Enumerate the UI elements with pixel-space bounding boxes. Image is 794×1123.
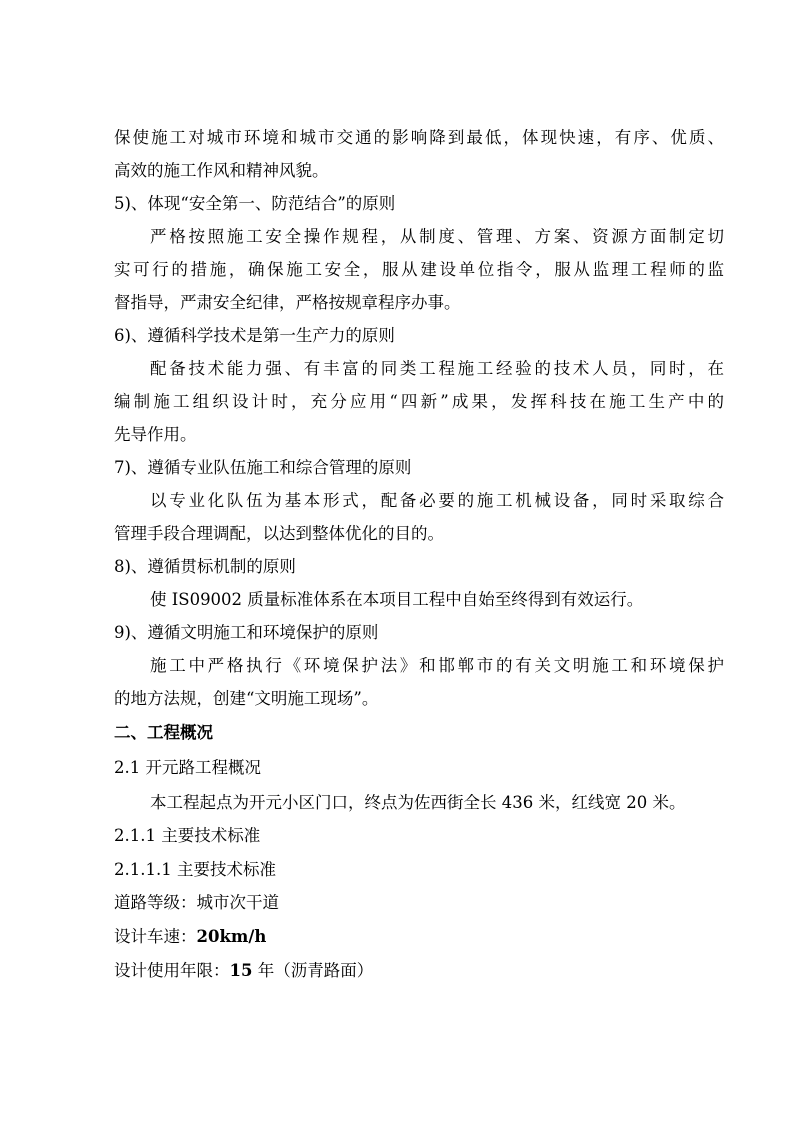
subsection-heading: 2.1 开元路工程概况 [114,758,261,777]
design-life-value: 15 [229,961,253,980]
paragraph-line: 施工中严格执行《环境保护法》和邯郸市的有关文明施工和环境保护 [150,656,724,675]
design-speed-value: 20km/h [196,927,267,946]
paragraph-line: 保使施工对城市环境和城市交通的影响降到最低，体现快速，有序、优质、 [114,128,724,147]
section-heading: 二、工程概况 [114,723,213,742]
paragraph-line: 编制施工组织设计时，充分应用“四新”成果，发挥科技在施工生产中的 [114,392,724,411]
design-life-label: 设计使用年限： [114,961,230,980]
paragraph-line: 使 IS09002 质量标准体系在本项目工程中自始至终得到有效运行。 [150,590,644,609]
paragraph-line: 高效的施工作风和精神风貌。 [114,161,329,180]
paragraph-line: 督指导，严肃安全纪律，严格按规章程序办事。 [114,293,461,312]
design-life-line [114,954,724,987]
paragraph-line: 本工程起点为开元小区门口，终点为佐西街全长 436 米，红线宽 20 米。 [150,793,686,812]
paragraph-line: 严格按照施工安全操作规程，从制度、管理、方案、资源方面制定切 [150,227,724,246]
paragraph-line: 配备技术能力强、有丰富的同类工程施工经验的技术人员，同时，在 [150,359,724,378]
paragraph-line: 管理手段合理调配，以达到整体优化的目的。 [114,524,444,543]
paragraph-line: 以专业化队伍为基本形式，配备必要的施工机械设备，同时采取综合 [150,491,724,510]
principle-heading-8: 8)、遵循贯标机制的原则 [114,557,296,576]
principle-heading-5: 5)、体现“安全第一、防范结合”的原则 [114,194,396,213]
design-speed-label: 设计车速： [114,927,197,946]
principle-heading-7: 7)、遵循专业队伍施工和综合管理的原则 [114,458,412,477]
road-grade-line: 道路等级：城市次干道 [114,893,279,912]
design-speed-line [114,920,724,953]
paragraph-line: 的地方法规，创建“文明施工现场”。 [114,689,379,708]
principle-heading-9: 9)、遵循文明施工和环境保护的原则 [114,623,379,642]
paragraph-line: 实可行的措施，确保施工安全，服从建设单位指令，服从监理工程师的监 [114,260,724,279]
design-life-unit: 年（沥青路面） [252,961,374,980]
subsection-heading: 2.1.1 主要技术标准 [114,826,261,845]
subsection-heading: 2.1.1.1 主要技术标准 [114,860,276,879]
principle-heading-6: 6)、遵循科学技术是第一生产力的原则 [114,326,395,345]
paragraph-line: 先导作用。 [114,425,197,444]
